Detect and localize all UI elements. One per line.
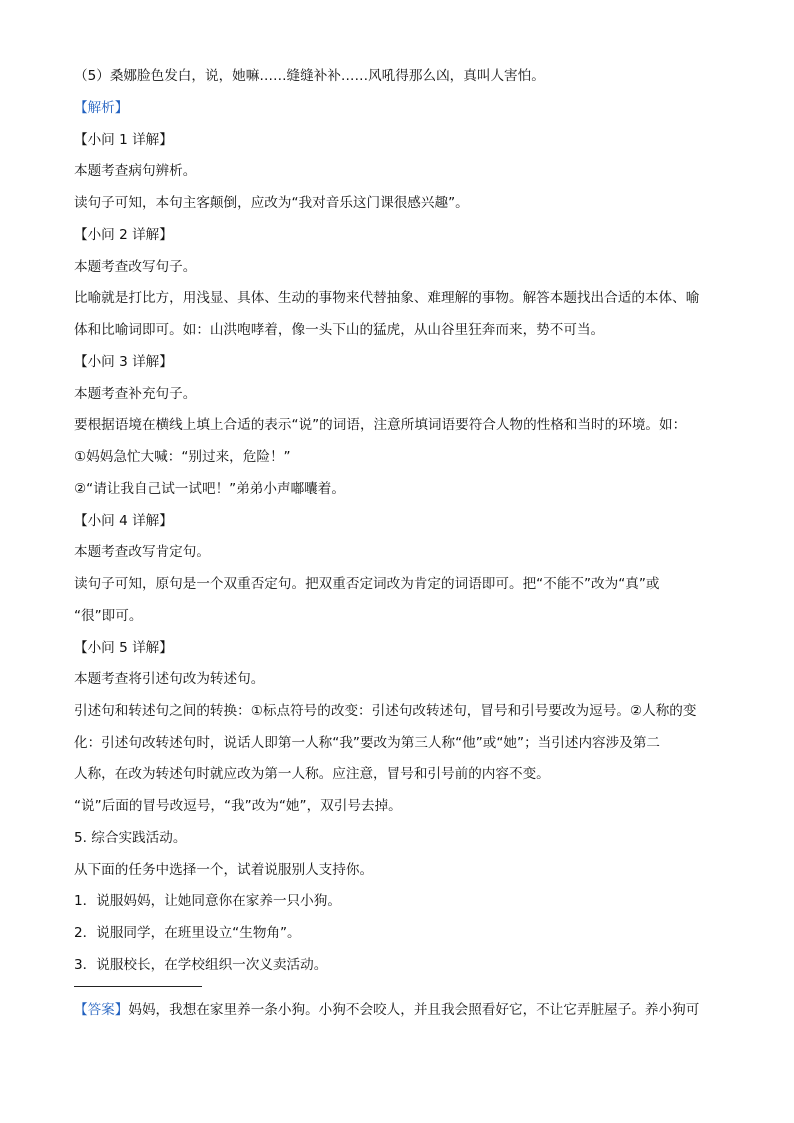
paragraph: 体和比喻词即可。如：山洪咆哮着，像一头下山的猛虎，从山谷里狂奔而来，势不可当。 <box>74 322 605 338</box>
sub-question-1-heading: 【小问 1 详解】 <box>74 132 173 148</box>
paragraph: 读句子可知，本句主客颠倒，应改为“我对音乐这门课很感兴趣”。 <box>74 195 469 211</box>
paragraph: 比喻就是打比方，用浅显、具体、生动的事物来代替抽象、难理解的事物。解答本题找出合适的本体、喻 <box>74 290 700 306</box>
sub-question-3-heading: 【小问 3 详解】 <box>74 354 173 370</box>
example-1: ①妈妈急忙大喊：“别过来，危险！” <box>74 449 291 465</box>
task-item-1: 1．说服妈妈，让她同意你在家养一只小狗。 <box>74 893 341 909</box>
divider <box>74 986 202 987</box>
paragraph: “说”后面的冒号改逗号，“我”改为“她”，双引号去掉。 <box>74 798 402 814</box>
example-2: ②“请让我自己试一试吧！”弟弟小声嘟囔着。 <box>74 481 345 497</box>
paragraph: 本题考查改写肯定句。 <box>74 544 210 560</box>
answer-item-5: （5）桑娜脸色发白，说，她嘛……缝缝补补……风吼得那么凶，真叫人害怕。 <box>74 68 545 84</box>
task-item-2: 2．说服同学，在班里设立“生物角”。 <box>74 925 301 941</box>
answer-line <box>74 1000 724 1020</box>
paragraph: 读句子可知，原句是一个双重否定句。把双重否定词改为肯定的词语即可。把“不能不”改为“真”或 <box>74 576 660 592</box>
task-item-3: 3．说服校长，在学校组织一次义卖活动。 <box>74 957 328 973</box>
paragraph: 本题考查改写句子。 <box>74 259 197 275</box>
paragraph: 本题考查病句辨析。 <box>74 163 197 179</box>
paragraph: 引述句和转述句之间的转换：①标点符号的改变：引述句改转述句，冒号和引号要改为逗号。②人称的变 <box>74 703 697 719</box>
paragraph: 从下面的任务中选择一个，试着说服别人支持你。 <box>74 862 374 878</box>
question-5-title: 5. 综合实践活动。 <box>74 830 187 846</box>
sub-question-2-heading: 【小问 2 详解】 <box>74 227 173 243</box>
paragraph: 人称，在改为转述句时就应改为第一人称。应注意，冒号和引号前的内容不变。 <box>74 766 550 782</box>
answer-label: 【答案】 <box>74 1002 129 1018</box>
paragraph: 化：引述句改转述句时，说话人即第一人称“我”要改为第三人称“他”或“她”；当引述内容涉及第二 <box>74 735 661 751</box>
paragraph: 要根据语境在横线上填上合适的表示“说”的词语，注意所填词语要符合人物的性格和当时的环境。如： <box>74 417 687 433</box>
sub-question-5-heading: 【小问 5 详解】 <box>74 640 173 656</box>
analysis-heading: 【解析】 <box>74 100 129 116</box>
sub-question-4-heading: 【小问 4 详解】 <box>74 513 173 529</box>
paragraph: 本题考查将引述句改为转述句。 <box>74 671 265 687</box>
paragraph: “很”即可。 <box>74 608 143 624</box>
paragraph: 本题考查补充句子。 <box>74 386 197 402</box>
answer-text: 妈妈，我想在家里养一条小狗。小狗不会咬人，并且我会照看好它，不让它弄脏屋子。养小狗可 <box>128 1002 700 1018</box>
